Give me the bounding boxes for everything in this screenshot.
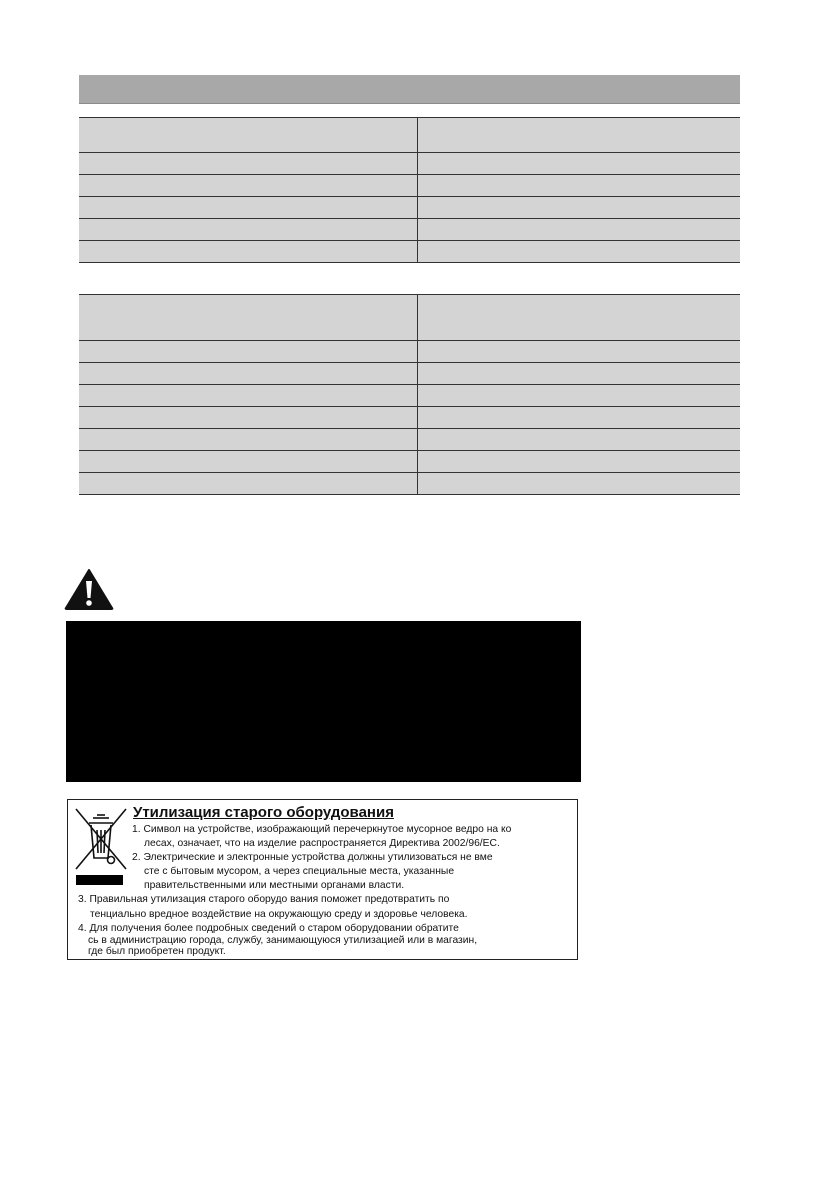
table-row bbox=[79, 219, 740, 241]
marking-bar bbox=[76, 875, 123, 885]
disposal-line: лесах, означает, что на изделие распространяется Директива 2002/96/ЕС. bbox=[144, 838, 500, 849]
table-cell bbox=[79, 175, 418, 197]
table-row bbox=[79, 175, 740, 197]
table-cell bbox=[79, 341, 418, 363]
table-cell bbox=[79, 363, 418, 385]
table-cell bbox=[79, 197, 418, 219]
table-cell bbox=[79, 118, 418, 153]
disposal-line: сте с бытовым мусором, а через специальные места, указанные bbox=[144, 866, 455, 877]
table-cell bbox=[79, 219, 418, 241]
table-cell bbox=[79, 473, 418, 495]
spec-table-1 bbox=[79, 117, 740, 263]
table-cell bbox=[418, 197, 741, 219]
table-cell bbox=[418, 175, 741, 197]
table-cell bbox=[418, 363, 741, 385]
table-row bbox=[79, 241, 740, 263]
table-cell bbox=[79, 429, 418, 451]
disposal-title: Утилизация старого оборудования bbox=[133, 804, 394, 821]
disposal-line: сь в администрацию города, службу, занимающуюся утилизацией или в магазин, bbox=[88, 935, 478, 946]
table-cell bbox=[79, 153, 418, 175]
table-row bbox=[79, 385, 740, 407]
disposal-line: где был приобретен продукт. bbox=[88, 946, 226, 957]
table-cell bbox=[79, 241, 418, 263]
table-cell bbox=[418, 385, 741, 407]
table-cell bbox=[79, 385, 418, 407]
section-header-bar bbox=[79, 75, 740, 104]
table-cell bbox=[418, 118, 741, 153]
table-row bbox=[79, 363, 740, 385]
table-cell bbox=[418, 241, 741, 263]
table-row bbox=[79, 429, 740, 451]
table-cell bbox=[79, 407, 418, 429]
disposal-line: тенциально вредное воздействие на окружающую среду и здоровье человека. bbox=[90, 909, 468, 920]
table-cell bbox=[418, 295, 741, 341]
table-cell bbox=[418, 451, 741, 473]
table-cell bbox=[418, 341, 741, 363]
disposal-line: 2. Электрические и электронные устройства должны утилизоваться не вме bbox=[132, 852, 493, 863]
table-row bbox=[79, 473, 740, 495]
disposal-line: 1. Символ на устройстве, изображающий перечеркнутое мусорное ведро на ко bbox=[132, 824, 512, 835]
table-row bbox=[79, 451, 740, 473]
table-header-row bbox=[79, 118, 740, 153]
notice-black-box bbox=[66, 621, 581, 782]
crossed-out-bin-icon bbox=[73, 806, 129, 872]
table-cell bbox=[418, 219, 741, 241]
table-cell bbox=[79, 451, 418, 473]
table-cell bbox=[418, 153, 741, 175]
disposal-notice bbox=[67, 799, 578, 960]
table-row bbox=[79, 197, 740, 219]
table-row bbox=[79, 153, 740, 175]
table-cell bbox=[418, 429, 741, 451]
table-row bbox=[79, 341, 740, 363]
table-cell bbox=[418, 407, 741, 429]
disposal-line: правительственными или местными органами власти. bbox=[144, 880, 405, 891]
table-cell bbox=[79, 295, 418, 341]
table-row bbox=[79, 407, 740, 429]
table-header-row bbox=[79, 295, 740, 341]
disposal-line: 4. Для получения более подробных сведений о старом оборудовании обратите bbox=[78, 923, 459, 934]
spec-table-2 bbox=[79, 294, 740, 495]
table-cell bbox=[418, 473, 741, 495]
disposal-line: 3. Правильная утилизация старого оборудо вания поможет предотвратить по bbox=[78, 894, 450, 905]
warning-icon bbox=[64, 568, 114, 610]
